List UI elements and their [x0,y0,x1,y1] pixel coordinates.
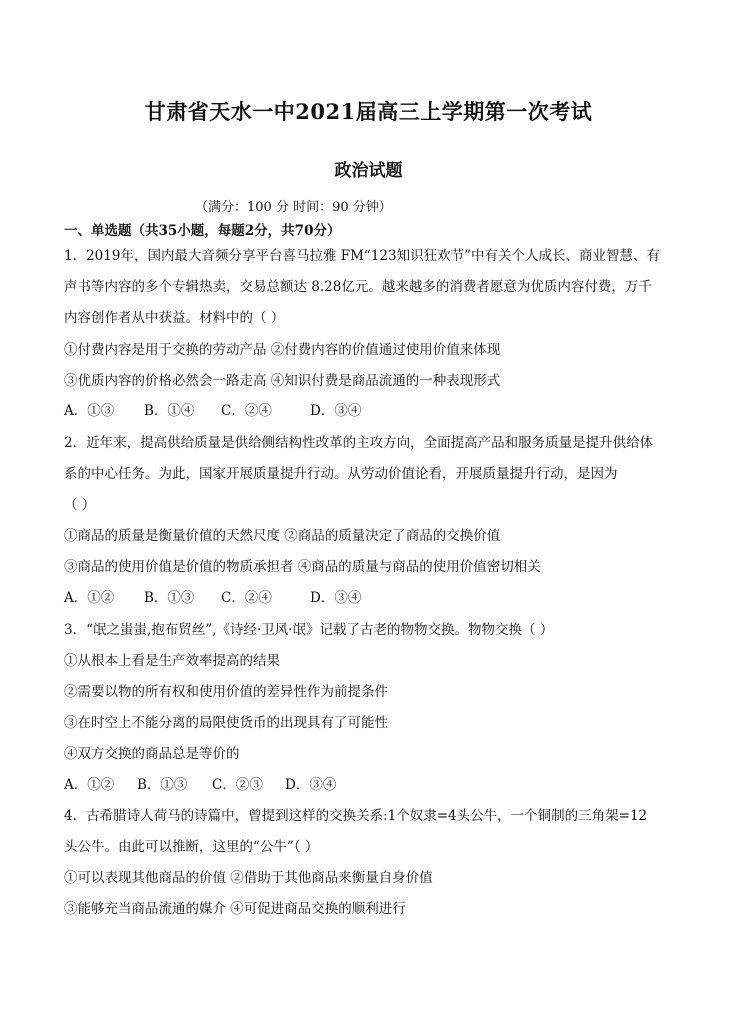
question-2-statements-2: ③商品的使用价值是价值的物质承担者 ④商品的质量与商品的使用价值密切相关 [64,559,541,575]
question-4-statements-2: ③能够充当商品流通的媒介 ④可促进商品交换的顺利进行 [64,901,406,917]
option-c[interactable]: C．②③ [212,777,263,793]
option-b[interactable]: B．①④ [144,403,195,419]
question-1-options [64,402,361,420]
question-2-line-1: 2．近年来，提高供给质量是供给侧结构性改革的主攻方向，全面提高产品和服务质量是提升供给体 [64,435,654,451]
question-3-statement-3: ③在时空上不能分离的局限使货币的出现具有了可能性 [64,715,388,731]
question-1-line-3: 内容创作者从中获益。材料中的（ ） [64,310,285,326]
section-heading: 一、单选题（共35小题，每题2分，共70分） [64,223,341,239]
question-4-line-1: 4．古希腊诗人荷马的诗篇中，曾提到这样的交换关系:1个奴隶=4头公牛，一个铜制的三角架=12 [64,808,648,824]
option-c[interactable]: C．②④ [221,590,272,606]
exam-title: 甘肃省天水一中2021届高三上学期第一次考试 [144,99,593,124]
option-a[interactable]: A．①② [64,590,115,606]
question-2-line-2: 系的中心任务。为此，国家开展质量提升行动。从劳动价值论看，开展质量提升行动，是因为 [64,466,618,482]
question-1-statements-2: ③优质内容的价格必然会一路走高 ④知识付费是商品流通的一种表现形式 [64,373,501,389]
question-3-statement-4: ④双方交换的商品总是等价的 [64,746,240,762]
option-b[interactable]: B．①③ [144,590,195,606]
option-d[interactable]: D．③④ [285,777,337,793]
exam-info: （满分：100 分 时间：90 分钟） [195,200,392,215]
question-3-options [64,776,336,794]
exam-subtitle: 政治试题 [334,161,403,181]
option-d[interactable]: D．③④ [310,590,362,606]
question-4-line-2: 头公牛。由此可以推断，这里的“公牛”（ ） [64,839,319,855]
option-a[interactable]: A．①③ [64,403,115,419]
option-b[interactable]: B．①③ [137,777,188,793]
question-1-statements-1: ①付费内容是用于交换的劳动产品 ②付费内容的价值通过使用价值来体现 [64,342,501,358]
option-a[interactable]: A．①② [64,777,115,793]
question-3-line-1: 3．“氓之蚩蚩,抱布贸丝”,《诗经·卫风·氓》记载了古老的物物交换。物物交换（ ） [64,622,554,638]
question-2-statements-1: ①商品的质量是衡量价值的天然尺度 ②商品的质量决定了商品的交换价值 [64,528,501,544]
question-3-statement-2: ②需要以物的所有权和使用价值的差异性作为前提条件 [64,684,388,700]
question-4-statements-1: ①可以表现其他商品的价值 ②借助于其他商品来衡量自身价值 [64,870,433,886]
question-3-statement-1: ①从根本上看是生产效率提高的结果 [64,653,280,669]
question-2-options [64,589,361,607]
question-1-line-2: 声书等内容的多个专辑热卖，交易总额达 8.28亿元。越来越多的消费者愿意为优质内容付费，万千 [64,279,652,295]
option-c[interactable]: C．②④ [221,403,272,419]
question-2-line-3: （ ） [64,497,96,513]
option-d[interactable]: D．③④ [310,403,362,419]
question-1-line-1: 1．2019年，国内最大音频分享平台喜马拉雅 FM“123知识狂欢节”中有关个人成长、商业智慧、有 [64,248,660,264]
